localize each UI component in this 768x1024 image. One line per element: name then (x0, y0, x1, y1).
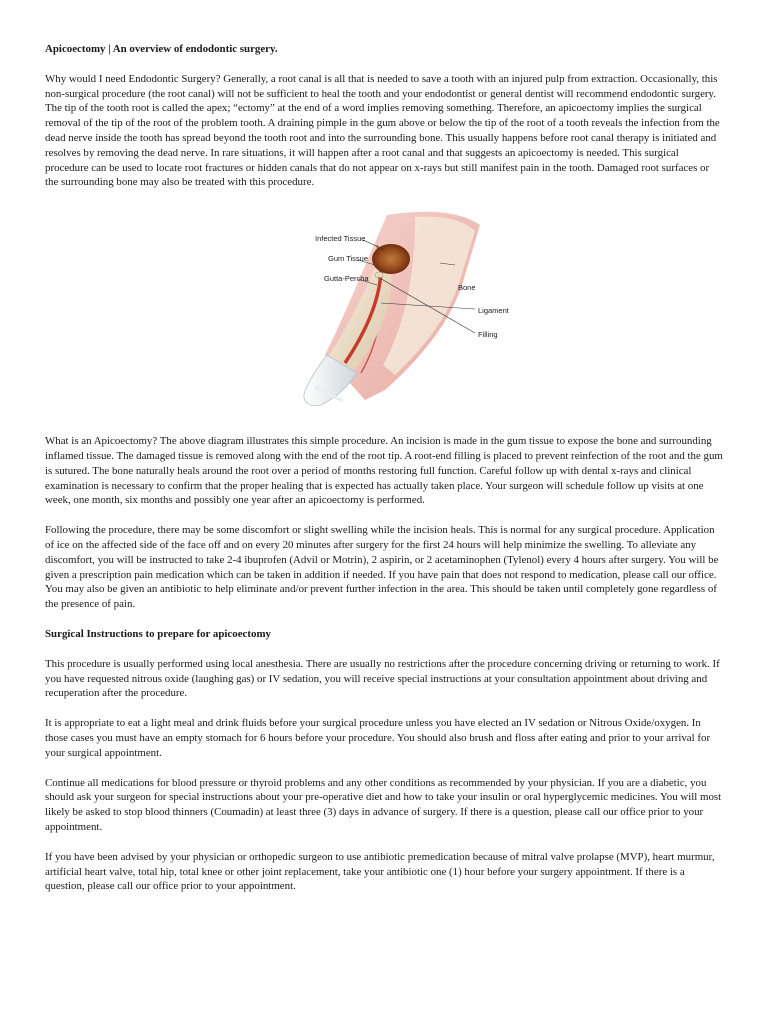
section-heading: Surgical Instructions to prepare for apicoectomy (45, 627, 271, 640)
label-infected-tissue: Infected Tissue (315, 234, 366, 244)
document-page (45, 42, 725, 909)
tooth-diagram-illustration (265, 205, 525, 418)
following-paragraph: Following the procedure, there may be some discomfort or slight swelling while the incision heals. This is normal for any surgical procedure. Application of ice on the affected side of the face off and on every 20 minutes after surgery for the first 24 hours will help minimize the swelling. To alleviate any discomfort, you will be instructed to take 2-4 ibuprofen (Advil or Motrin), 2 aspirin, or 2 acetaminophen (Tylenol) every 4 hours after surgery. You will be given a prescription pain medication which can be taken in addition if needed. If you have pain that does not respond to medication, please call our office. You may also be given an antibiotic to help eliminate and/or prevent further infection in the area. This should be taken until completely gone regardless of the presence of pain. (45, 524, 719, 611)
label-ligament: Ligament (478, 306, 509, 316)
what-is-paragraph: What is an Apicoectomy? The above diagram illustrates this simple procedure. An incision is made in the gum tissue to expose the bone and surrounding inflamed tissue. The damaged tissue is removed along with the end of the root tip. A root-end filling is placed to prevent reinfection of the root and the gum is sutured. The bone naturally heals around the root over a period of months restoring full function. Careful follow up with dental x-rays and clinical examination is necessary to confirm that the proper healing that is expected has actually taken place. Your surgeon will schedule follow up visits at one week, one month, six months and possibly one year after an apicoectomy is performed. (45, 435, 723, 507)
instruction-paragraph: Continue all medications for blood pressure or thyroid problems and any other conditions as recommended by your physician. If you are a diabetic, you should ask your surgeon for special instructions about your pre-operative diet and how to take your insulin or oral hyperglycemic medicines. You will most likely be asked to stop blood thinners (Coumadin) at least three (3) days in advance of surgery. If there is a question, please call our office prior to your appointment. (45, 776, 722, 833)
instruction-paragraph: If you have been advised by your physician or orthopedic surgeon to use antibiotic premedication because of mitral valve prolapse (MVP), heart murmur, artificial heart valve, total hip, total knee or other joint replacement, take your antibiotic one (1) hour before your surgery appointment. If there is a question, please call our office prior to your appointment. (45, 850, 715, 893)
root-end-filling (375, 272, 383, 278)
infected-tissue-lesion (372, 244, 410, 274)
instruction-paragraph: This procedure is usually performed using local anesthesia. There are usually no restrictions after the procedure concerning driving or returning to work. If you have requested nitrous oxide (laughing gas) or IV sedation, you will receive special instructions at your consultation appointment about driving and recuperation after the procedure. (45, 657, 720, 700)
label-filling: Filling (478, 330, 498, 340)
apicoectomy-diagram (45, 205, 725, 418)
intro-paragraph: Why would I need Endodontic Surgery? Generally, a root canal is all that is needed to save a tooth with an injured pulp from extraction. Occasionally, this non-surgical procedure (the root canal) will not be sufficient to heal the tooth and your endodontist or general dentist will recommend endodontic surgery. The tip of the tooth root is called the apex; “ectomy” at the end of a word implies removing something. Therefore, an apicoectomy implies the surgical removal of the tip of the root of the problem tooth. A draining pimple in the gum above or below the tip of the root of a tooth reveals the infection from the dead nerve inside the tooth has spread beyond the tooth root and into the surrounding bone. This usually happens before root canal therapy is initiated and resolves by removing the dead nerve. In rare situations, it will happen after a root canal and that suggests an apicoectomy is needed. This surgical procedure can be used to locate root fractures or hidden canals that do not appear on x-rays but still manifest pain in the tooth. Damaged root surfaces or the surrounding bone may also be treated with this procedure. (45, 72, 720, 189)
label-bone: Bone (458, 283, 476, 293)
instruction-paragraph: It is appropriate to eat a light meal and drink fluids before your surgical procedure unless you have elected an IV sedation or Nitrous Oxide/oxygen. In those cases you must have an empty stomach for 6 hours before your procedure. You should also brush and floss after eating and prior to your arrival for your surgical appointment. (45, 717, 711, 759)
label-gum-tissue: Gum Tissue (328, 254, 369, 264)
document-title: Apicoectomy | An overview of endodontic surgery. (45, 43, 278, 55)
label-gutta-percha: Gutta-Percha (324, 274, 369, 284)
